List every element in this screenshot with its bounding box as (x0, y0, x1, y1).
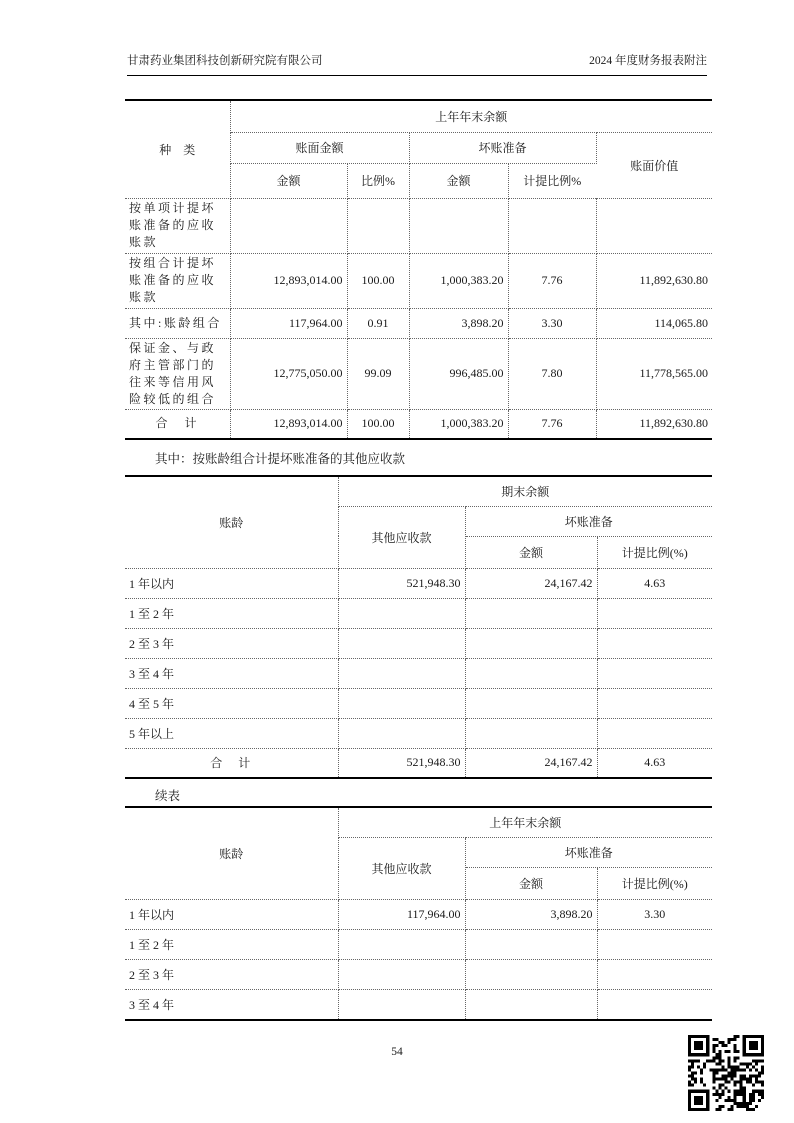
cell-provision: 7.76 (508, 409, 596, 439)
row-label: 3 至 4 年 (125, 658, 338, 688)
table-row (125, 253, 712, 308)
cell-amount (338, 688, 465, 718)
column-header-provision-ratio: 计提比例% (508, 163, 596, 198)
document-title: 2024 年度财务报表附注 (589, 55, 707, 67)
column-header-prev-year-end: 上年年末余额 (338, 807, 712, 837)
table-row (125, 598, 712, 628)
cell-bad_amount: 24,167.42 (465, 568, 597, 598)
table-body (125, 568, 712, 778)
row-label: 合 计 (125, 748, 338, 778)
column-header-provision-ratio: 计提比例(%) (597, 867, 712, 899)
cell-book_value: 11,892,630.80 (596, 253, 712, 308)
column-header-ratio: 比例% (347, 163, 409, 198)
table-row (125, 628, 712, 658)
table-body (125, 899, 712, 1020)
cell-amount: 117,964.00 (338, 899, 465, 929)
cell-provision: 3.30 (597, 899, 712, 929)
cell-bad_amount: 1,000,383.20 (409, 253, 508, 308)
cell-provision (597, 989, 712, 1020)
aging-period-end-table (125, 475, 712, 779)
table-row (125, 929, 712, 959)
cell-book_value: 114,065.80 (596, 308, 712, 338)
column-header-aging: 账龄 (125, 476, 338, 568)
cell-amount: 12,893,014.00 (230, 409, 347, 439)
company-name: 甘肃药业集团科技创新研究院有限公司 (127, 55, 323, 67)
cell-provision (597, 688, 712, 718)
cell-bad_amount: 3,898.20 (409, 308, 508, 338)
cell-provision (597, 658, 712, 688)
column-header-other-receivables: 其他应收款 (338, 837, 465, 899)
aging-table-caption: 其中：按账龄组合计提坏账准备的其他应收款 (155, 452, 406, 466)
table-row (125, 198, 712, 253)
continuation-table-label: 续表 (155, 789, 181, 803)
column-header-aging: 账龄 (125, 807, 338, 899)
cell-amount: 521,948.30 (338, 748, 465, 778)
cell-amount: 521,948.30 (338, 568, 465, 598)
row-label: 5 年以上 (125, 718, 338, 748)
table-body (125, 198, 712, 439)
receivables-by-category-table (125, 99, 712, 440)
table-total-row (125, 748, 712, 778)
column-header-bad-debt: 坏账准备 (409, 132, 596, 163)
column-header-amount: 金额 (465, 867, 597, 899)
table-row (125, 899, 712, 929)
cell-provision (597, 598, 712, 628)
cell-book_value (596, 198, 712, 253)
cell-provision: 4.63 (597, 748, 712, 778)
cell-ratio: 100.00 (347, 253, 409, 308)
row-label: 1 至 2 年 (125, 929, 338, 959)
cell-ratio: 0.91 (347, 308, 409, 338)
row-label: 3 至 4 年 (125, 989, 338, 1020)
cell-amount (338, 628, 465, 658)
cell-provision: 7.80 (508, 338, 596, 409)
row-label: 1 至 2 年 (125, 598, 338, 628)
row-label: 合 计 (125, 409, 230, 439)
column-header-bad-debt: 坏账准备 (465, 837, 712, 867)
cell-provision: 4.63 (597, 568, 712, 598)
cell-bad_amount (465, 929, 597, 959)
cell-bad_amount (465, 628, 597, 658)
cell-bad_amount (465, 989, 597, 1020)
table-row (125, 308, 712, 338)
cell-bad_amount (409, 198, 508, 253)
cell-ratio (347, 198, 409, 253)
table-row (125, 688, 712, 718)
column-header-amount: 金额 (409, 163, 508, 198)
column-header-period-end: 期末余额 (338, 476, 712, 506)
cell-amount (338, 658, 465, 688)
cell-provision (597, 628, 712, 658)
qr-code (688, 1035, 764, 1111)
row-label: 4 至 5 年 (125, 688, 338, 718)
row-label: 按组合计提坏账准备的应收账款 (125, 253, 230, 308)
table-header (125, 476, 712, 568)
cell-amount: 117,964.00 (230, 308, 347, 338)
cell-bad_amount (465, 658, 597, 688)
cell-provision (597, 959, 712, 989)
cell-bad_amount (465, 598, 597, 628)
cell-bad_amount (465, 688, 597, 718)
table-row (125, 718, 712, 748)
column-header-provision-ratio: 计提比例(%) (597, 536, 712, 568)
cell-ratio: 100.00 (347, 409, 409, 439)
cell-amount (338, 959, 465, 989)
cell-amount: 12,775,050.00 (230, 338, 347, 409)
cell-bad_amount: 24,167.42 (465, 748, 597, 778)
cell-bad_amount: 3,898.20 (465, 899, 597, 929)
table-row (125, 658, 712, 688)
column-header-amount: 金额 (465, 536, 597, 568)
table-row (125, 568, 712, 598)
cell-amount (338, 718, 465, 748)
aging-prior-year-table (125, 806, 712, 1021)
cell-book_value: 11,778,565.00 (596, 338, 712, 409)
cell-amount (230, 198, 347, 253)
row-label: 按单项计提坏账准备的应收账款 (125, 198, 230, 253)
cell-ratio: 99.09 (347, 338, 409, 409)
row-label: 保证金、与政府主管部门的往来等信用风险较低的组合 (125, 338, 230, 409)
cell-bad_amount: 1,000,383.20 (409, 409, 508, 439)
table-header (125, 807, 712, 899)
cell-provision (597, 718, 712, 748)
cell-bad_amount: 996,485.00 (409, 338, 508, 409)
column-header-bad-debt: 坏账准备 (465, 506, 712, 536)
cell-book_value: 11,892,630.80 (596, 409, 712, 439)
column-header-book-value: 账面价值 (596, 132, 712, 198)
cell-provision (597, 929, 712, 959)
page-header (127, 52, 707, 76)
cell-amount: 12,893,014.00 (230, 253, 347, 308)
table-header (125, 100, 712, 198)
row-label: 2 至 3 年 (125, 959, 338, 989)
cell-amount (338, 929, 465, 959)
table-row (125, 989, 712, 1020)
cell-provision: 3.30 (508, 308, 596, 338)
column-header-prev-year-end: 上年年末余额 (230, 100, 712, 132)
cell-provision: 7.76 (508, 253, 596, 308)
cell-bad_amount (465, 718, 597, 748)
cell-amount (338, 989, 465, 1020)
column-header-amount: 金额 (230, 163, 347, 198)
column-header-category: 种 类 (125, 100, 230, 198)
cell-bad_amount (465, 959, 597, 989)
table-row (125, 338, 712, 409)
table-total-row (125, 409, 712, 439)
row-label: 其中:账龄组合 (125, 308, 230, 338)
cell-amount (338, 598, 465, 628)
column-header-book-amount: 账面金额 (230, 132, 409, 163)
row-label: 2 至 3 年 (125, 628, 338, 658)
cell-provision (508, 198, 596, 253)
page-number: 54 (391, 1046, 403, 1058)
row-label: 1 年以内 (125, 568, 338, 598)
row-label: 1 年以内 (125, 899, 338, 929)
table-row (125, 959, 712, 989)
column-header-other-receivables: 其他应收款 (338, 506, 465, 568)
